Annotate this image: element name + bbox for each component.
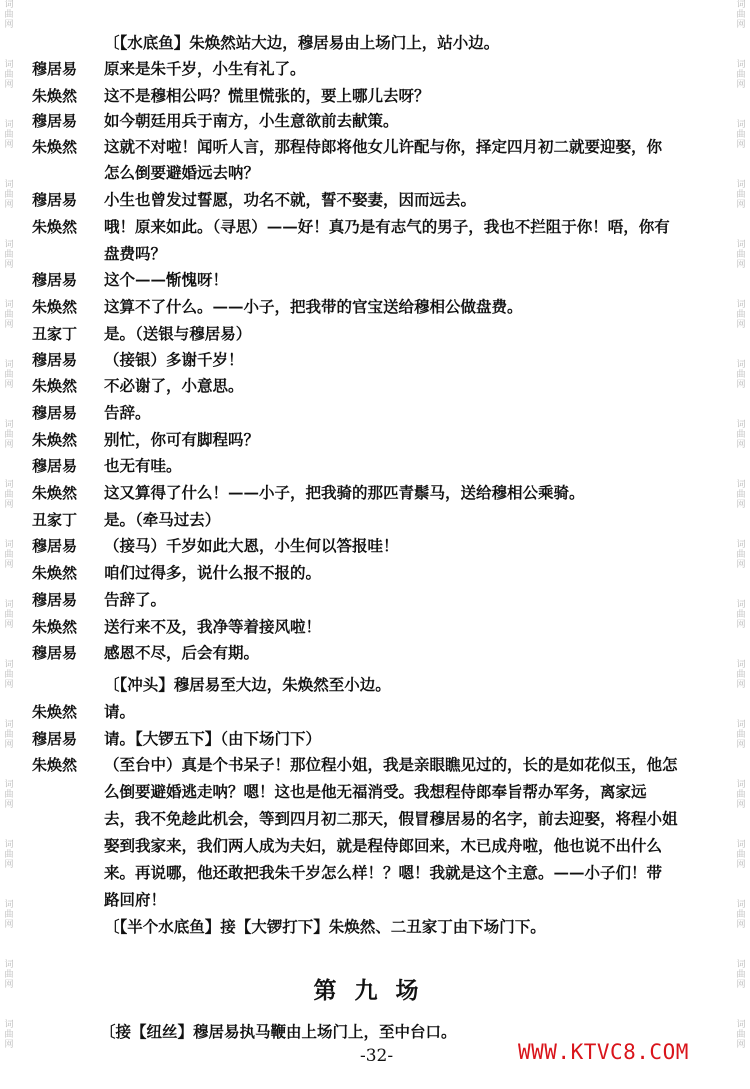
dialogue-text: 如今朝廷用兵于南方，小生意欲前去献策。: [104, 111, 399, 130]
watermark-text: 词 曲 网: [4, 360, 14, 390]
speaker-name: 朱焕然: [32, 618, 78, 636]
speaker-name: 穆居易: [32, 537, 78, 555]
watermark-text: 词 曲 网: [736, 1020, 746, 1050]
speaker-name: 朱焕然: [32, 138, 78, 156]
watermark-text: 词 曲 网: [4, 960, 14, 990]
speaker-name: 穆居易: [32, 271, 78, 289]
continuation-text: 盘费吗？: [104, 244, 167, 263]
watermark-text: 词 曲 网: [736, 300, 746, 330]
continuation-text: 去，我不免趁此机会，等到四月初二那天，假冒穆居易的名字，前去迎娶，将程小姐: [104, 809, 678, 828]
watermark-text: 词 曲 网: [4, 840, 14, 870]
scene-title: 第九场: [313, 978, 437, 1004]
watermark-text: 词 曲 网: [4, 540, 14, 570]
dialogue-text: 是。（送银与穆居易）: [104, 324, 252, 343]
watermark-text: 词 曲 网: [736, 780, 746, 810]
watermark-text: 词 曲 网: [4, 420, 14, 450]
speaker-name: 朱焕然: [32, 703, 78, 721]
continuation-text: 〔【半个水底鱼】接【大锣打下】朱焕然、二丑家丁由下场门下。: [104, 917, 546, 936]
watermark-text: 词 曲 网: [736, 840, 746, 870]
speaker-name: 朱焕然: [32, 431, 78, 449]
watermark-text: 词 曲 网: [4, 1020, 14, 1050]
dialogue-text: （接马）千岁如此大恩，小生何以答报哇！: [104, 536, 399, 555]
speaker-name: 穆居易: [32, 112, 78, 130]
dialogue-text: （接银）多谢千岁！: [104, 350, 244, 369]
watermark-text: 词 曲 网: [736, 900, 746, 930]
watermark-text: 词 曲 网: [4, 0, 14, 30]
watermark-text: 词 曲 网: [4, 240, 14, 270]
watermark-text: 词 曲 网: [736, 360, 746, 390]
watermark-text: 词 曲 网: [736, 60, 746, 90]
speaker-name: 朱焕然: [32, 756, 78, 774]
watermark-text: 词 曲 网: [736, 120, 746, 150]
speaker-name: 穆居易: [32, 404, 78, 422]
left-watermark-column: [2, 0, 16, 1089]
watermark-text: 词 曲 网: [4, 780, 14, 810]
watermark-text: 词 曲 网: [4, 180, 14, 210]
watermark-text: 词 曲 网: [736, 540, 746, 570]
speaker-name: 朱焕然: [32, 218, 78, 236]
speaker-name: 丑家丁: [32, 511, 78, 529]
dialogue-text: 这又算得了什么！——小子，把我骑的那匹青鬃马，送给穆相公乘骑。: [104, 483, 585, 502]
watermark-text: 词 曲 网: [736, 480, 746, 510]
continuation-text: 〔【水底鱼】朱焕然站大边，穆居易由上场门上，站小边。: [104, 33, 500, 52]
continuation-text: 路回府！: [104, 890, 167, 909]
speaker-name: 穆居易: [32, 351, 78, 369]
dialogue-text: 这不是穆相公吗？慌里慌张的，要上哪儿去呀？: [104, 86, 430, 105]
dialogue-text: 小生也曾发过誓愿，功名不就，誓不娶妻，因而远去。: [104, 190, 477, 209]
speaker-name: 朱焕然: [32, 87, 78, 105]
continuation-text: 〔【冲头】穆居易至大边，朱焕然至小边。: [104, 675, 391, 694]
dialogue-text: 送行来不及，我净等着接风啦！: [104, 617, 322, 636]
watermark-text: 词 曲 网: [4, 60, 14, 90]
dialogue-text: 不必谢了，小意思。: [104, 376, 244, 395]
dialogue-text: （至台中）真是个书呆子！那位程小姐，我是亲眼瞧见过的，长的是如花似玉，他怎: [104, 755, 678, 774]
speaker-name: 朱焕然: [32, 298, 78, 316]
dialogue-text: 这就不对啦！闻听人言，那程侍郎将他女儿许配与你，择定四月初二就要迎娶，你: [104, 137, 663, 156]
scene-direction: 〔接【纽丝】穆居易执马鞭由上场门上，至中台口。: [100, 1022, 457, 1041]
watermark-text: 词 曲 网: [736, 180, 746, 210]
watermark-text: 词 曲 网: [4, 660, 14, 690]
right-watermark-column: [734, 0, 748, 1089]
dialogue-text: 也无有哇。: [104, 456, 182, 475]
site-watermark: WWW.KTVC8.COM: [518, 1040, 689, 1064]
dialogue-text: 告辞了。: [104, 590, 167, 609]
dialogue-text: 原来是朱千岁，小生有礼了。: [104, 59, 306, 78]
dialogue-text: 请。【大锣五下】（由下场门下）: [104, 729, 322, 748]
continuation-text: 娶到我家来，我们两人成为夫妇，就是程侍郎回来，木已成舟啦，他也说不出什么: [104, 836, 663, 855]
speaker-name: 穆居易: [32, 644, 78, 662]
dialogue-text: 告辞。: [104, 403, 151, 422]
speaker-name: 朱焕然: [32, 377, 78, 395]
speaker-name: 朱焕然: [32, 564, 78, 582]
dialogue-text: 感恩不尽，后会有期。: [104, 643, 260, 662]
watermark-text: 词 曲 网: [736, 720, 746, 750]
speaker-name: 丑家丁: [32, 325, 78, 343]
dialogue-text: 请。: [104, 702, 136, 721]
speaker-name: 穆居易: [32, 60, 78, 78]
watermark-text: 词 曲 网: [4, 480, 14, 510]
watermark-text: 词 曲 网: [4, 720, 14, 750]
watermark-text: 词 曲 网: [736, 420, 746, 450]
watermark-text: 词 曲 网: [4, 900, 14, 930]
continuation-text: 怎么倒要避婚远去呐？: [104, 163, 260, 182]
dialogue-text: 是。（牵马过去）: [104, 510, 221, 529]
continuation-text: 么倒要避婚逃走呐？嗯！这也是他无福消受。我想程侍郎奉旨帮办军务，离家远: [104, 782, 647, 801]
speaker-name: 朱焕然: [32, 484, 78, 502]
dialogue-text: 哦！原来如此。（寻思）——好！真乃是有志气的男子，我也不拦阻于你！唔，你有: [104, 217, 670, 236]
dialogue-text: 别忙，你可有脚程吗？: [104, 430, 260, 449]
watermark-text: 词 曲 网: [4, 120, 14, 150]
watermark-text: 词 曲 网: [736, 240, 746, 270]
speaker-name: 穆居易: [32, 730, 78, 748]
watermark-text: 词 曲 网: [4, 600, 14, 630]
speaker-name: 穆居易: [32, 591, 78, 609]
watermark-text: 词 曲 网: [736, 960, 746, 990]
dialogue-text: 这算不了什么。——小子，把我带的官宝送给穆相公做盘费。: [104, 297, 523, 316]
watermark-text: 词 曲 网: [4, 300, 14, 330]
dialogue-text: 咱们过得多，说什么报不报的。: [104, 563, 322, 582]
page-number: -32-: [360, 1046, 394, 1066]
watermark-text: 词 曲 网: [736, 0, 746, 30]
speaker-name: 穆居易: [32, 191, 78, 209]
dialogue-text: 这个——惭愧呀！: [104, 270, 229, 289]
watermark-text: 词 曲 网: [736, 600, 746, 630]
speaker-name: 穆居易: [32, 457, 78, 475]
watermark-text: 词 曲 网: [736, 660, 746, 690]
continuation-text: 来。再说哪，他还敢把我朱千岁怎么样！？嗯！我就是这个主意。——小子们！带: [104, 863, 663, 882]
